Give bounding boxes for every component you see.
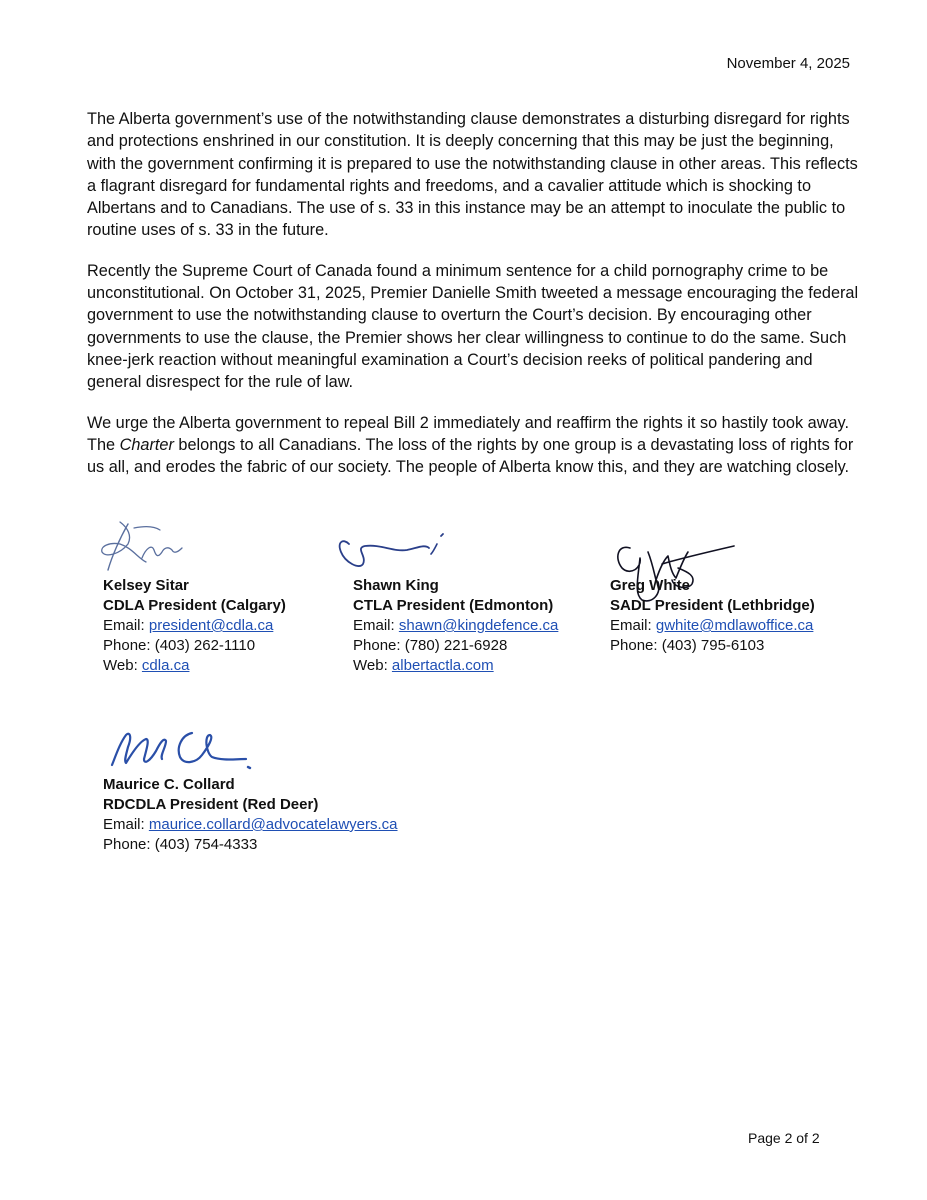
signatory-web-line	[353, 656, 558, 676]
signatory-title: RDCDLA President (Red Deer)	[103, 796, 319, 813]
email-label: Email:	[103, 816, 145, 833]
signatory-email-line	[103, 616, 286, 636]
signatory-title: CDLA President (Calgary)	[103, 597, 286, 614]
signatory-greg-white	[610, 576, 815, 656]
phone-number: (403) 754-4333	[154, 836, 258, 853]
signatory-phone-line	[103, 835, 398, 855]
signatory-title: SADL President (Lethbridge)	[610, 597, 815, 614]
signature-kelsey-sitar	[98, 518, 188, 578]
email-label: Email:	[353, 617, 395, 634]
signatory-title: CTLA President (Edmonton)	[353, 597, 554, 614]
letter-date: November 4, 2025	[726, 55, 850, 72]
signatory-name: Greg White	[610, 577, 691, 594]
signature-maurice-collard	[100, 725, 260, 775]
signatory-name: Maurice C. Collard	[103, 776, 235, 793]
signature-shawn-king	[335, 530, 455, 580]
phone-label: Phone:	[103, 637, 151, 654]
signatory-kelsey-sitar	[103, 576, 286, 676]
web-link[interactable]: cdla.ca	[141, 657, 190, 674]
email-label: Email:	[610, 617, 652, 634]
paragraph-urge-repeal-part1: We urge the Alberta government to repeal Bill 2 immediately and reaffirm the rights it so hastily took away. The	[87, 413, 849, 454]
signatory-phone-line	[610, 636, 815, 656]
signatory-phone-line	[353, 636, 558, 656]
signatory-name: Shawn King	[353, 577, 439, 594]
phone-number: (403) 795-6103	[661, 637, 765, 654]
email-link[interactable]: shawn@kingdefence.ca	[398, 617, 559, 634]
paragraph-urge-repeal-part2: belongs to all Canadians. The loss of the rights by one group is a devastating loss of rights for us all, and erodes the fabric of our society. The people of Alberta know this, and they are watching closely.	[87, 435, 854, 477]
phone-number: (780) 221-6928	[404, 637, 508, 654]
phone-number: (403) 262-1110	[154, 637, 256, 654]
paragraph-urge-repeal	[87, 412, 859, 479]
phone-label: Phone:	[610, 637, 658, 654]
email-link[interactable]: maurice.collard@advocatelawyers.ca	[148, 816, 398, 833]
paragraph-supreme-court: Recently the Supreme Court of Canada found a minimum sentence for a child pornography crime to be unconstitutional. On October 31, 2025, Premier Danielle Smith tweeted a message encouraging the federal government to use the notwithstanding clause to overturn the Court’s decision. By encouraging other governments to use the clause, the Premier shows her clear willingness to continue to do the same. Such knee-jerk reaction without meaningful examination a Court’s decision reeks of political pandering and general disrespect for the rule of law.	[87, 261, 859, 392]
signatory-phone-line	[103, 636, 286, 656]
email-link[interactable]: president@cdla.ca	[148, 617, 274, 634]
signatory-email-line	[610, 616, 815, 636]
web-link[interactable]: albertactla.com	[391, 657, 494, 674]
phone-label: Phone:	[103, 836, 151, 853]
signatory-maurice-collard	[103, 775, 398, 855]
signatory-web-line	[103, 656, 286, 676]
letter-body	[87, 108, 859, 496]
charter-italic: Charter	[119, 435, 174, 454]
signatory-email-line	[103, 815, 398, 835]
paragraph-notwithstanding-disregard: The Alberta government’s use of the notwithstanding clause demonstrates a disturbing disregard for rights and protections enshrined in our constitution. It is deeply concerning that this may be just the beginning, with the government confirming it is prepared to use the notwithstanding clause in other areas. This reflects a flagrant disregard for fundamental rights and freedoms, and a cavalier attitude which is shocking to Albertans and to Canadians. The use of s. 33 in this instance may be an attempt to inoculate the public to routine uses of s. 33 in the future.	[87, 110, 858, 240]
signatory-shawn-king	[353, 576, 558, 676]
web-label: Web:	[353, 657, 388, 674]
email-label: Email:	[103, 617, 145, 634]
phone-label: Phone:	[353, 637, 401, 654]
signatory-name: Kelsey Sitar	[103, 577, 189, 594]
web-label: Web:	[103, 657, 138, 674]
page-number: Page 2 of 2	[748, 1130, 820, 1146]
email-link[interactable]: gwhite@mdlawoffice.ca	[655, 617, 814, 634]
signatory-email-line	[353, 616, 558, 636]
